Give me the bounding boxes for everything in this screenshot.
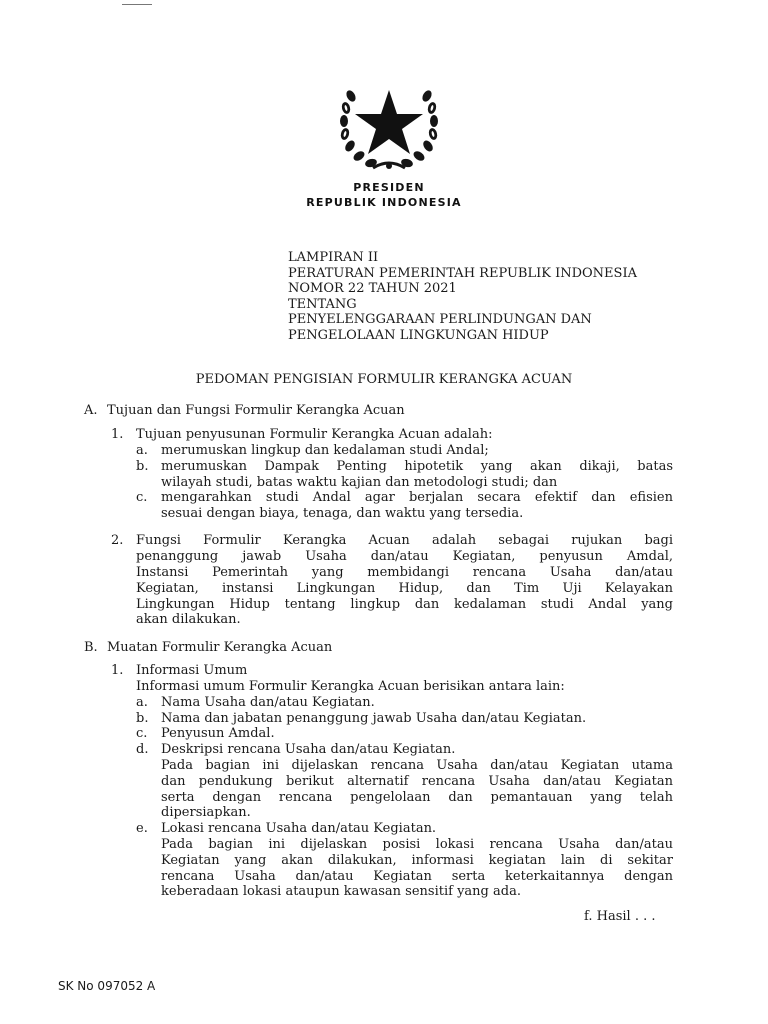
garuda-star-emblem-icon <box>337 78 441 174</box>
item-a1c-line: sesuai dengan biaya, tenaga, dan waktu yang tersedia. <box>161 506 524 521</box>
item-a1a-text: merumuskan lingkup dan kedalaman studi Andal; <box>161 443 489 458</box>
item-a2-line: akan dilakukan. <box>136 612 241 627</box>
item-a2-line: penanggung jawab Usaha dan/atau Kegiatan, penyusun Amdal, <box>136 549 673 564</box>
item-a1b-line: wilayah studi, batas waktu kajian dan metodologi studi; dan <box>161 475 558 490</box>
item-b1d-line: dipersiapkan. <box>161 805 251 820</box>
section-a-title: Tujuan dan Fungsi Formulir Kerangka Acuan <box>107 403 405 418</box>
heading-line: TENTANG <box>288 296 357 312</box>
item-b1-intro: Informasi umum Formulir Kerangka Acuan berisikan antara lain: <box>136 679 565 694</box>
section-b-title: Muatan Formulir Kerangka Acuan <box>107 640 333 655</box>
item-b1e-label: e. <box>136 821 148 836</box>
heading-line: NOMOR 22 TAHUN 2021 <box>288 281 457 296</box>
item-b1d-line: dan pendukung berikut alternatif rencana Usaha dan/atau Kegiatan <box>161 774 673 789</box>
item-b1a-text: Nama Usaha dan/atau Kegiatan. <box>161 695 375 710</box>
scan-mark <box>122 4 152 5</box>
item-b1d-text: Deskripsi rencana Usaha dan/atau Kegiatan. <box>161 742 456 757</box>
item-b1e-line: keberadaan lokasi ataupun kawasan sensitif yang ada. <box>161 884 521 899</box>
document-serial-number: SK No 097052 A <box>58 979 156 993</box>
item-a1-label: 1. <box>111 427 124 442</box>
item-a2-label: 2. <box>111 533 124 548</box>
item-b1-title: Informasi Umum <box>136 663 248 678</box>
item-a1-text: Tujuan penyusunan Formulir Kerangka Acuan adalah: <box>136 427 493 442</box>
item-b1c-label: c. <box>136 726 148 741</box>
item-b1c-text: Penyusun Amdal. <box>161 726 275 741</box>
section-b-label: B. <box>84 640 98 655</box>
item-a1c-label: c. <box>136 490 148 505</box>
attachment-heading <box>288 250 637 343</box>
item-a2-line: Kegiatan, instansi Lingkungan Hidup, dan Tim Uji Kelayakan <box>136 581 673 596</box>
section-a-label: A. <box>84 403 98 418</box>
item-a1b-line: merumuskan Dampak Penting hipotetik yang akan dikaji, batas <box>161 459 673 474</box>
item-b1d-line: Pada bagian ini dijelaskan rencana Usaha dan/atau Kegiatan utama <box>161 758 673 773</box>
item-b1d-label: d. <box>136 742 149 757</box>
continuation-marker: f. Hasil . . . <box>584 909 656 924</box>
item-a1c-line: mengarahkan studi Andal agar berjalan secara efektif dan efisien <box>161 490 673 505</box>
item-b1b-label: b. <box>136 711 149 726</box>
item-a2-line: Instansi Pemerintah yang membidangi rencana Usaha dan/atau <box>136 565 673 580</box>
item-b1d-line: serta dengan rencana pengelolaan dan pemantauan yang telah <box>161 790 673 805</box>
item-a2-line: Fungsi Formulir Kerangka Acuan adalah sebagai rujukan bagi <box>136 533 673 548</box>
document-title: PEDOMAN PENGISIAN FORMULIR KERANGKA ACUAN <box>195 372 573 387</box>
item-b1a-label: a. <box>136 695 148 710</box>
item-b1e-line: Pada bagian ini dijelaskan posisi lokasi rencana Usaha dan/atau <box>161 837 673 852</box>
item-a1b-label: b. <box>136 459 149 474</box>
item-a2-line: Lingkungan Hidup tentang lingkup dan kedalaman studi Andal yang <box>136 597 673 612</box>
item-b1e-line: rencana Usaha dan/atau Kegiatan serta keterkaitannya dengan <box>161 869 673 884</box>
item-b1b-text: Nama dan jabatan penanggung jawab Usaha dan/atau Kegiatan. <box>161 711 587 726</box>
heading-line: PENYELENGGARAAN PERLINDUNGAN DAN <box>288 312 592 327</box>
heading-line: PENGELOLAAN LINGKUNGAN HIDUP <box>288 327 549 343</box>
heading-line: LAMPIRAN II <box>288 250 379 265</box>
heading-line: PERATURAN PEMERINTAH REPUBLIK INDONESIA <box>288 265 637 281</box>
item-b1e-line: Kegiatan yang akan dilakukan, informasi kegiatan lain di sekitar <box>161 853 673 868</box>
office-title-republic: REPUBLIK INDONESIA <box>306 196 462 209</box>
office-title-president: PRESIDEN <box>353 181 425 194</box>
item-a1a-label: a. <box>136 443 148 458</box>
item-b1e-text: Lokasi rencana Usaha dan/atau Kegiatan. <box>161 821 437 836</box>
item-b1-label: 1. <box>111 663 124 678</box>
